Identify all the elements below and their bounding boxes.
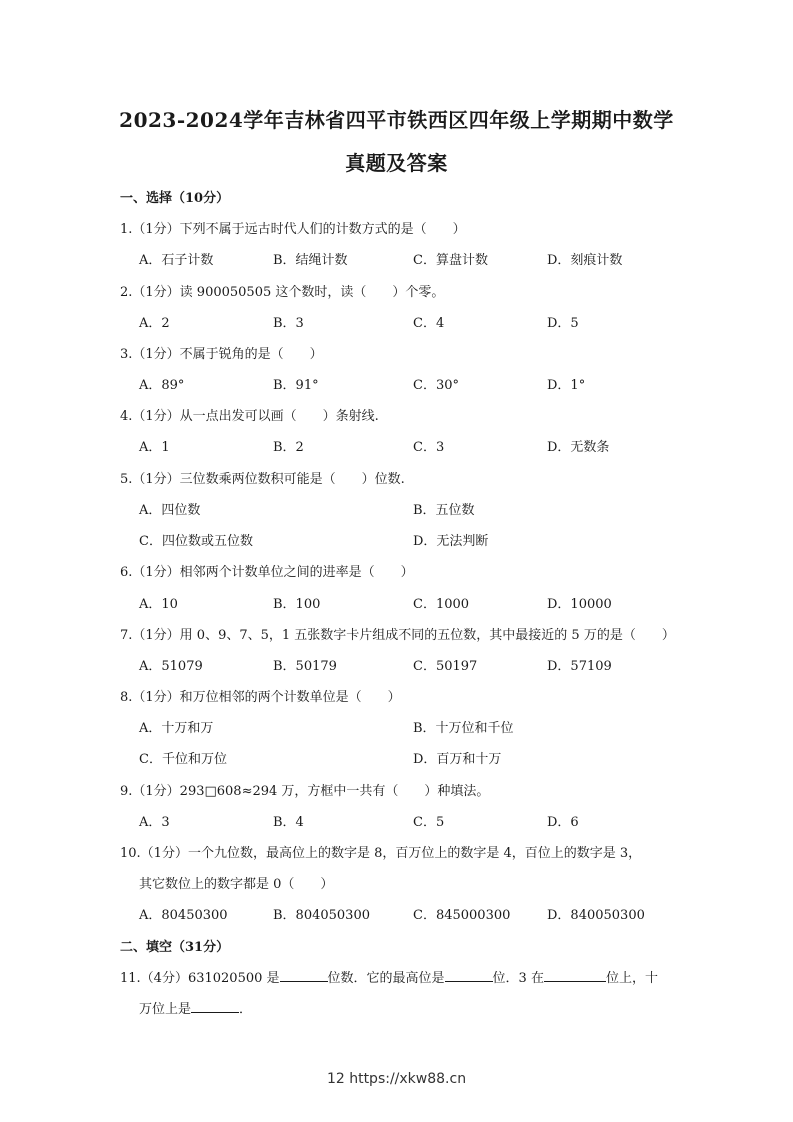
option-3-d: D．1° xyxy=(547,378,586,393)
answer-blank-3[interactable] xyxy=(544,968,606,982)
option-4-c: C．3 xyxy=(413,440,445,455)
question-11-text-5: 万位上是 xyxy=(139,1002,192,1017)
option-10-a: A．80450300 xyxy=(139,908,228,923)
question-5: 5.（1分）三位数乘两位数积可能是（ ）位数. xyxy=(120,472,405,487)
document-title-line-2: 真题及答案 xyxy=(345,151,448,175)
option-7-b: B．50179 xyxy=(273,659,337,674)
option-10-b: B．804050300 xyxy=(273,908,370,923)
question-10: 10.（1分）一个九位数，最高位上的数字是 8，百万位上的数字是 4，百位上的数字是 3， xyxy=(120,846,642,861)
option-5-b: B．五位数 xyxy=(413,503,475,518)
question-1: 1.（1分）下列不属于远古时代人们的计数方式的是（ ） xyxy=(120,222,466,237)
question-11 xyxy=(120,967,658,986)
option-2-b: B．3 xyxy=(273,316,304,331)
option-6-a: A．10 xyxy=(139,597,178,612)
answer-blank-4[interactable] xyxy=(191,999,239,1013)
question-11-text-3: 位．3 在 xyxy=(492,971,544,986)
page-footer: 12 https://xkw88.cn xyxy=(326,1071,467,1087)
question-7: 7.（1分）用 0、9、7、5，1 五张数字卡片组成不同的五位数，其中最接近的 5 万的是（ ） xyxy=(120,628,675,643)
question-2: 2.（1分）读 900050505 这个数时，读（ ）个零。 xyxy=(120,285,445,300)
question-6: 6.（1分）相邻两个计数单位之间的进率是（ ） xyxy=(120,565,414,580)
option-9-d: D．6 xyxy=(547,815,579,830)
option-3-a: A．89° xyxy=(139,378,185,393)
option-4-b: B．2 xyxy=(273,440,304,455)
option-8-a: A．十万和万 xyxy=(139,721,214,736)
answer-blank-1[interactable] xyxy=(280,968,328,982)
option-9-b: B．4 xyxy=(273,815,304,830)
question-4: 4.（1分）从一点出发可以画（ ）条射线. xyxy=(120,409,379,424)
option-7-d: D．57109 xyxy=(547,659,612,674)
option-5-a: A．四位数 xyxy=(139,503,201,518)
option-10-d: D．840050300 xyxy=(547,908,645,923)
question-11-continuation xyxy=(139,998,252,1017)
option-2-a: A．2 xyxy=(139,316,170,331)
option-9-a: A．3 xyxy=(139,815,170,830)
option-3-b: B．91° xyxy=(273,378,319,393)
option-6-b: B．100 xyxy=(273,597,321,612)
question-8: 8.（1分）和万位相邻的两个计数单位是（ ） xyxy=(120,690,401,705)
question-9: 9.（1分）293□608≈294 万，方框中一共有（ ）种填法。 xyxy=(120,784,490,799)
option-3-c: C．30° xyxy=(413,378,459,393)
option-5-c: C．四位数或五位数 xyxy=(139,534,253,549)
option-6-c: C．1000 xyxy=(413,597,470,612)
option-8-c: C．千位和万位 xyxy=(139,752,227,767)
option-7-a: A．51079 xyxy=(139,659,203,674)
option-7-c: C．50197 xyxy=(413,659,478,674)
option-5-d: D．无法判断 xyxy=(413,534,489,549)
option-6-d: D．10000 xyxy=(547,597,612,612)
question-10-continuation: 其它数位上的数字都是 0（ ） xyxy=(139,877,334,892)
option-10-c: C．845000300 xyxy=(413,908,511,923)
section-heading-fill: 二、填空（31分） xyxy=(120,940,230,955)
answer-blank-2[interactable] xyxy=(445,968,493,982)
question-11-text-6: ． xyxy=(239,1002,253,1017)
question-11-text-2: 位数．它的最高位是 xyxy=(327,971,445,986)
question-11-text-4: 位上，十 xyxy=(605,971,658,986)
option-1-a: A．石子计数 xyxy=(139,253,214,268)
section-heading-choice: 一、选择（10分） xyxy=(120,191,230,206)
option-4-d: D．无数条 xyxy=(547,440,610,455)
option-1-c: C．算盘计数 xyxy=(413,253,488,268)
option-4-a: A．1 xyxy=(139,440,170,455)
option-8-b: B．十万位和千位 xyxy=(413,721,514,736)
option-2-d: D．5 xyxy=(547,316,579,331)
question-3: 3.（1分）不属于锐角的是（ ） xyxy=(120,347,323,362)
option-1-d: D．刻痕计数 xyxy=(547,253,623,268)
option-1-b: B．结绳计数 xyxy=(273,253,348,268)
document-title-line-1: 2023-2024学年吉林省四平市铁西区四年级上学期期中数学 xyxy=(119,108,674,132)
question-11-text-1: 11.（4分）631020500 是 xyxy=(120,971,280,986)
option-8-d: D．百万和十万 xyxy=(413,752,502,767)
option-9-c: C．5 xyxy=(413,815,445,830)
option-2-c: C．4 xyxy=(413,316,445,331)
